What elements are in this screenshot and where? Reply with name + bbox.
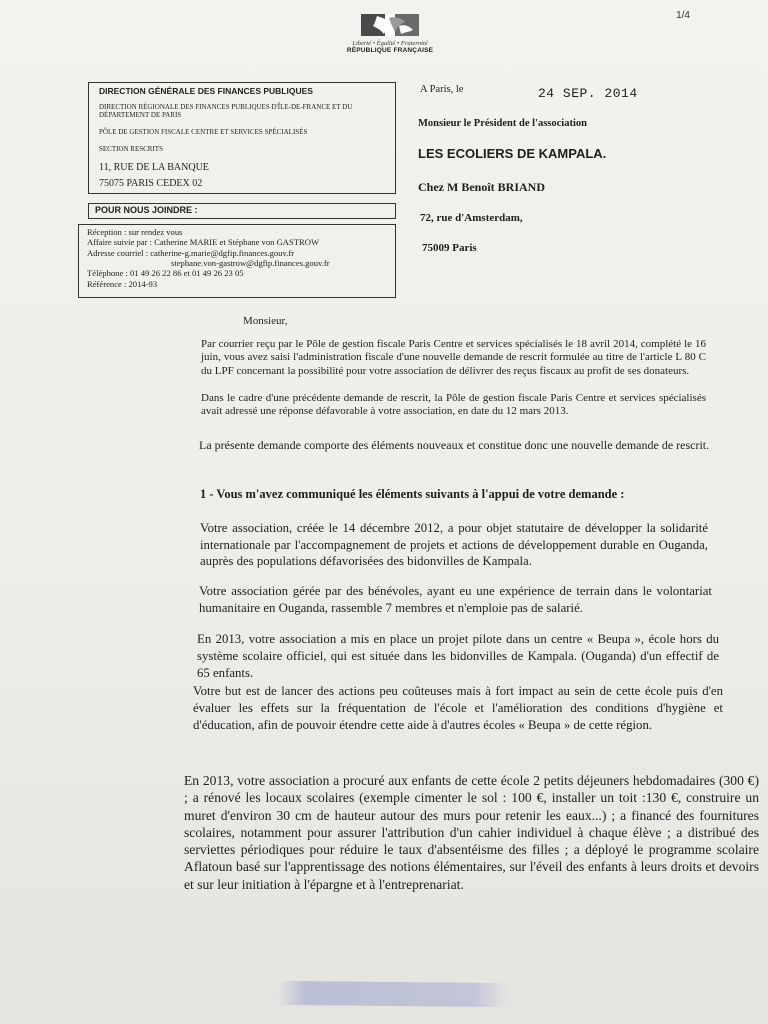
salutation: Monsieur, bbox=[243, 315, 288, 327]
contact-phone: Téléphone : 01 49 26 22 86 et 01 49 26 23 05 bbox=[87, 268, 244, 279]
recipient-line-3: Chez M Benoît BRIAND bbox=[418, 180, 545, 194]
sender-city: 75075 PARIS CEDEX 02 bbox=[99, 178, 203, 190]
paragraph-4: Votre association, créée le 14 décembre 2012, a pour objet statutaire de développer la solidarité internationale par l'accompagnement de projets et actions de développement durable en Ouganda, auprès des populations défavorisées des bidonvilles de Kampala. bbox=[200, 521, 708, 568]
recipient-line-2: LES ECOLIERS DE KAMPALA. bbox=[418, 146, 607, 161]
sender-street: 11, RUE DE LA BANQUE bbox=[99, 161, 209, 173]
recipient-line-1: Monsieur le Président de l'association bbox=[418, 118, 587, 129]
page-number: 1/4 bbox=[676, 10, 690, 21]
paragraph-1: Par courrier reçu par le Pôle de gestion fiscale Paris Centre et services spécialisés le 18 avril 2014, complété le 16 juin, vous avez saisi l'administration fiscale d'une nouvelle demande de rescrit formulée au titre de l'article L 80 C du LPF concernant la possibilité pour votre association de délivrer des reçus fiscaux au profit de ses donateurs. bbox=[201, 338, 706, 377]
contact-affaire: Affaire suivie par : Catherine MARIE et Stéphane von GASTROW bbox=[87, 237, 320, 248]
date-prefix: A Paris, le bbox=[420, 84, 464, 95]
recipient-line-5: 75009 Paris bbox=[422, 242, 477, 254]
sender-regional: DIRECTION RÉGIONALE DES FINANCES PUBLIQUES D'ÎLE-DE-FRANCE ET DU DÉPARTEMENT DE PARIS bbox=[99, 102, 353, 120]
republic-motto: Liberté • Égalité • Fraternité bbox=[352, 40, 428, 47]
sender-block bbox=[88, 82, 396, 194]
paragraph-3: La présente demande comporte des éléments nouveaux et constitue donc une nouvelle demande de rescrit. bbox=[199, 438, 710, 452]
contact-reception: Réception : sur rendez vous bbox=[87, 227, 183, 237]
date-stamp: 24 SEP. 2014 bbox=[538, 86, 638, 101]
contact-email-1: Adresse courriel : catherine-g.marie@dgfip.finances.gouv.fr bbox=[87, 247, 295, 258]
section-title: 1 - Vous m'avez communiqué les éléments suivants à l'appui de votre demande : bbox=[200, 487, 625, 501]
paragraph-2: Dans le cadre d'une précédente demande de rescrit, la Pôle de gestion fiscale Paris Centre et services spécialisés avait adressé une réponse défavorable à votre association, en date du 12 mars 2013. bbox=[201, 392, 706, 418]
contact-reference: Référence : 2014-93 bbox=[87, 278, 158, 289]
paragraph-5: Votre association gérée par des bénévoles, ayant eu une expérience de terrain dans le volontariat humanitaire en Ouganda, rassemble 7 membres et n'emploie pas de salarié. bbox=[199, 584, 712, 615]
paragraph-6: En 2013, votre association a mis en place un projet pilote dans un centre « Beupa », école hors du système scolaire officiel, qui est située dans les bidonvilles de Kampala. (Ouganda) d'un effectif de 65 enfants. bbox=[197, 632, 719, 680]
adhesive-tape bbox=[278, 981, 508, 1007]
sender-pole: PÔLE DE GESTION FISCALE CENTRE ET SERVICES SPÉCIALISÉS bbox=[99, 128, 308, 137]
sender-section: SECTION RESCRITS bbox=[99, 144, 163, 153]
marianne-emblem-icon bbox=[355, 12, 425, 38]
recipient-line-4: 72, rue d'Amsterdam, bbox=[420, 212, 523, 224]
contact-block bbox=[78, 224, 396, 298]
republic-label: RÉPUBLIQUE FRANÇAISE bbox=[346, 47, 434, 54]
sender-title: DIRECTION GÉNÉRALE DES FINANCES PUBLIQUES bbox=[99, 86, 313, 96]
marianne-logo bbox=[335, 12, 445, 54]
paragraph-7: Votre but est de lancer des actions peu coûteuses mais à fort impact au sein de cette école puis d'en évaluer les effets sur la fréquentation de l'école et l'amélioration des conditions d'hygiène et d'éducation, afin de pouvoir étendre cette aide à d'autres écoles « Beupa » de cette région. bbox=[193, 684, 723, 732]
paragraph-8: En 2013, votre association a procuré aux enfants de cette école 2 petits déjeuners hebdomadaires (300 €) ; a rénové les locaux scolaires (exemple cimenter le sol : 100 €, installer un toit :130 €, construire un muret d'environ 30 cm de hauteur autour des murs pour retenir les eaux...) ; a financé des fournitures scolaires, notamment pour assurer l'attribution d'un cahier individuel à chaque élève ; a distribué des serviettes périodiques pour réduire le taux d'absentéisme des filles ; a déployé le programme scolaire Aflatoun basé sur l'apprentissage des notions élémentaires, sur l'éveil des enfants à leurs droits et devoirs et sur leur initiation à l'épargne et à l'entreprenariat. bbox=[184, 773, 759, 892]
contact-email-2: stephane.von-gastrow@dgfip.finances.gouv.fr bbox=[171, 257, 330, 268]
contact-heading: POUR NOUS JOINDRE : bbox=[88, 203, 396, 219]
